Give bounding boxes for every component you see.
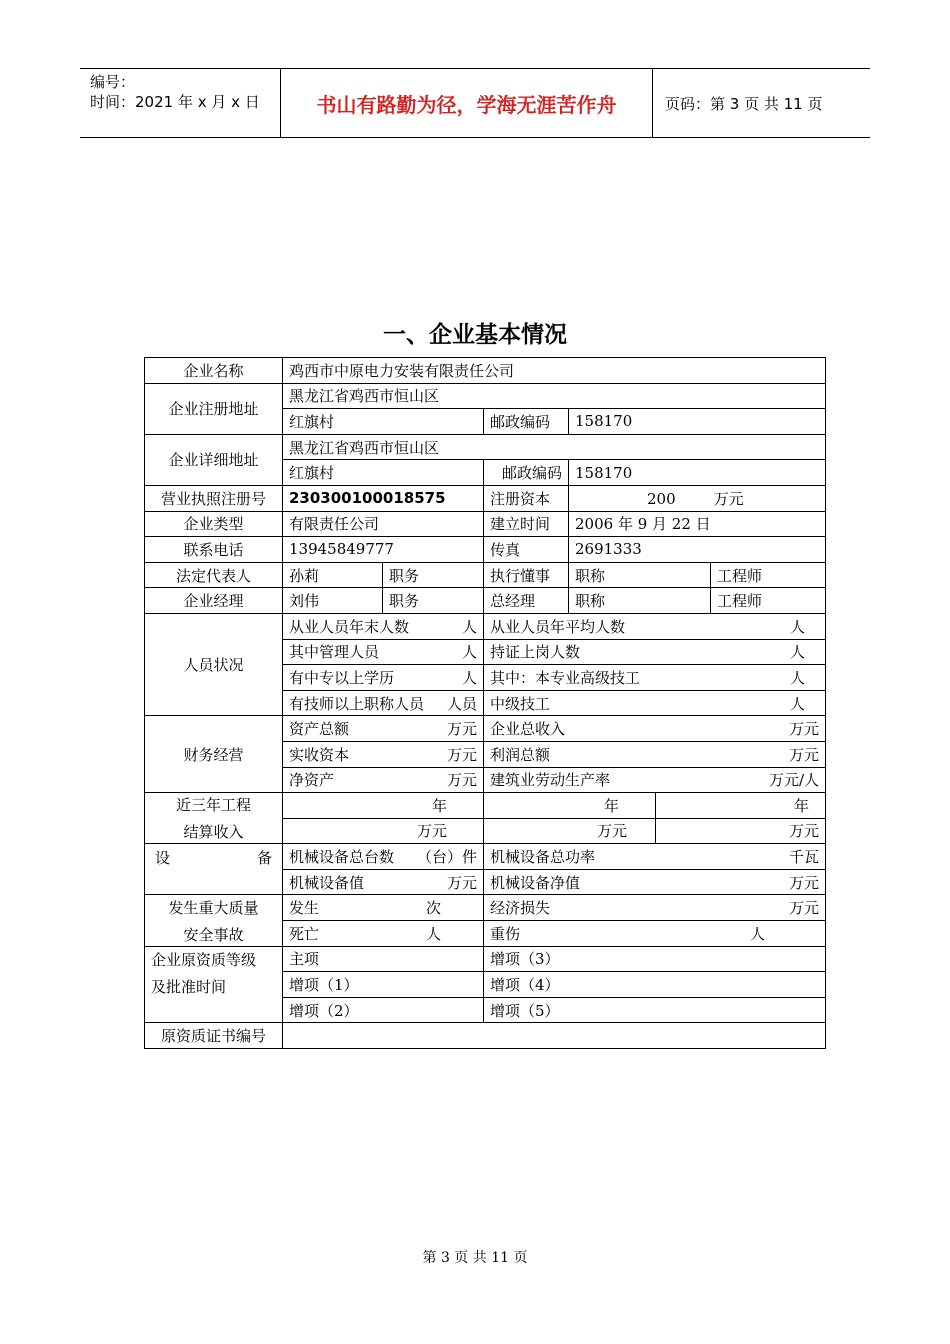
manager-position: 总经理 (484, 588, 569, 614)
q-add4: 增项（4） (484, 972, 826, 998)
reg-address-1: 黑龙江省鸡西市恒山区 (283, 383, 826, 409)
time-label: 时间：2021 年 x 月 x 日 (90, 93, 260, 111)
detail-address-1: 黑龙江省鸡西市恒山区 (283, 434, 826, 460)
table-row: 机械设备值 万元 机械设备净值 万元 (145, 869, 826, 895)
company-type: 有限责任公司 (283, 511, 484, 537)
legal-rep-position: 执行懂事 (484, 562, 569, 588)
postcode-label: 邮政编码 (484, 409, 569, 435)
legal-rep: 孙莉 (283, 562, 383, 588)
number-label: 编号： (90, 73, 136, 91)
reg-capital: 200 万元 (569, 485, 826, 511)
detail-address-label: 企业详细地址 (145, 434, 283, 485)
e-net: 机械设备净值 (490, 873, 581, 892)
postcode-2: 158170 (569, 460, 826, 486)
fax: 2691333 (569, 537, 826, 563)
table-row (145, 383, 826, 409)
header-meta (80, 69, 281, 137)
postcode: 158170 (569, 409, 826, 435)
q-add1: 增项（1） (283, 972, 484, 998)
p-cert: 持证上岗人数 (490, 643, 581, 662)
a-injury: 重伤 (490, 924, 521, 943)
header-motto: 书山有路勤为径，学海无涯苦作舟 (281, 69, 653, 137)
cert-no (283, 1023, 826, 1049)
license-label: 营业执照注册号 (145, 485, 283, 511)
q-add3: 增项（3） (484, 946, 826, 972)
header-page-info: 页码：第 3 页 共 11 页 (665, 94, 823, 113)
equipment-label: 设 备 (145, 844, 283, 895)
p-mgmt: 其中管理人员 (289, 643, 380, 662)
cert-no-label: 原资质证书编号 (145, 1023, 283, 1049)
postcode-label-2: 邮政编码 (484, 460, 569, 486)
phone-label: 联系电话 (145, 537, 283, 563)
legal-rep-label: 法定代表人 (145, 562, 283, 588)
position-label: 职务 (383, 562, 484, 588)
reg-capital-label: 注册资本 (484, 485, 569, 511)
title-label: 职称 (569, 562, 711, 588)
table-row: 有中专以上学历 人 其中：本专业高级技工 人 (145, 665, 826, 691)
position-label-2: 职务 (383, 588, 484, 614)
f-revenue: 企业总收入 (490, 720, 566, 739)
reg-address-2: 红旗村 (283, 409, 484, 435)
phone: 13945849777 (283, 537, 484, 563)
f-productivity: 建筑业劳动生产率 (490, 771, 611, 790)
table-row (145, 537, 826, 563)
a-loss: 经济损失 (490, 899, 551, 918)
manager-title: 工程师 (711, 588, 826, 614)
a-occur: 发生 (289, 899, 320, 918)
table-row: 有技师以上职称人员 人员 中级技工 人 (145, 690, 826, 716)
table-row: 设 备 机械设备总台数 （台）件 机械设备总功率 千瓦 (145, 844, 826, 870)
f-assets: 资产总额 (289, 720, 350, 739)
table-row (145, 562, 826, 588)
manager: 刘伟 (283, 588, 383, 614)
p-year-end: 从业人员年末人数 (289, 617, 410, 636)
page-footer: 第 3 页 共 11 页 (422, 1250, 528, 1266)
table-row (145, 485, 826, 511)
company-info-table (144, 357, 826, 1049)
table-row (145, 358, 826, 384)
company-name: 鸡西市中原电力安装有限责任公司 (283, 358, 826, 384)
table-row: 其中管理人员 人 持证上岗人数 人 (145, 639, 826, 665)
table-row: 实收资本 万元 利润总额 万元 (145, 741, 826, 767)
q-main: 主项 (283, 946, 484, 972)
p-mid: 中级技工 (490, 694, 551, 713)
table-row (145, 434, 826, 460)
personnel-label: 人员状况 (145, 613, 283, 715)
detail-address-2: 红旗村 (283, 460, 484, 486)
company-name-label: 企业名称 (145, 358, 283, 384)
fax-label: 传真 (484, 537, 569, 563)
type-label: 企业类型 (145, 511, 283, 537)
table-row: 人员状况 从业人员年末人数 人 从业人员年平均人数 人 (145, 613, 826, 639)
manager-label: 企业经理 (145, 588, 283, 614)
table-row: 近三年工程 结算收入 年 年 年 (145, 793, 826, 819)
founded-date: 2006 年 9 月 22 日 (569, 511, 826, 537)
legal-rep-title: 工程师 (711, 562, 826, 588)
table-row: 财务经营 资产总额 万元 企业总收入 万元 (145, 716, 826, 742)
f-net: 净资产 (289, 771, 335, 790)
accident-label: 发生重大质量 安全事故 (145, 895, 283, 946)
income-label: 近三年工程 结算收入 (145, 793, 283, 844)
page-header (80, 68, 870, 138)
q-add2: 增项（2） (283, 997, 484, 1023)
table-row: 死亡 人 重伤 人 (145, 921, 826, 947)
finance-label: 财务经营 (145, 716, 283, 793)
title-label-2: 职称 (569, 588, 711, 614)
founded-label: 建立时间 (484, 511, 569, 537)
table-row (145, 511, 826, 537)
p-senior: 其中：本专业高级技工 (490, 668, 641, 687)
table-row: 净资产 万元 建筑业劳动生产率 万元/人 (145, 767, 826, 793)
section-title: 一、企业基本情况 (383, 322, 567, 348)
e-value: 机械设备值 (289, 873, 365, 892)
table-row (145, 588, 826, 614)
table-row (145, 946, 826, 972)
table-row (145, 1023, 826, 1049)
e-count: 机械设备总台数 (289, 848, 395, 867)
reg-address-label: 企业注册地址 (145, 383, 283, 434)
license-number: 230300100018575 (283, 485, 484, 511)
f-profit: 利润总额 (490, 745, 551, 764)
p-tech: 有技师以上职称人员 (289, 694, 425, 713)
f-paid: 实收资本 (289, 745, 350, 764)
p-edu: 有中专以上学历 (289, 668, 395, 687)
qualification-label: 企业原资质等级 及批准时间 (145, 946, 283, 1023)
p-year-avg: 从业人员年平均人数 (490, 617, 626, 636)
e-power: 机械设备总功率 (490, 848, 596, 867)
q-add5: 增项（5） (484, 997, 826, 1023)
table-row: 发生重大质量 安全事故 发生 次 经济损失 万元 (145, 895, 826, 921)
table-row: 万元 万元 万元 (145, 818, 826, 844)
a-death: 死亡 (289, 924, 320, 943)
